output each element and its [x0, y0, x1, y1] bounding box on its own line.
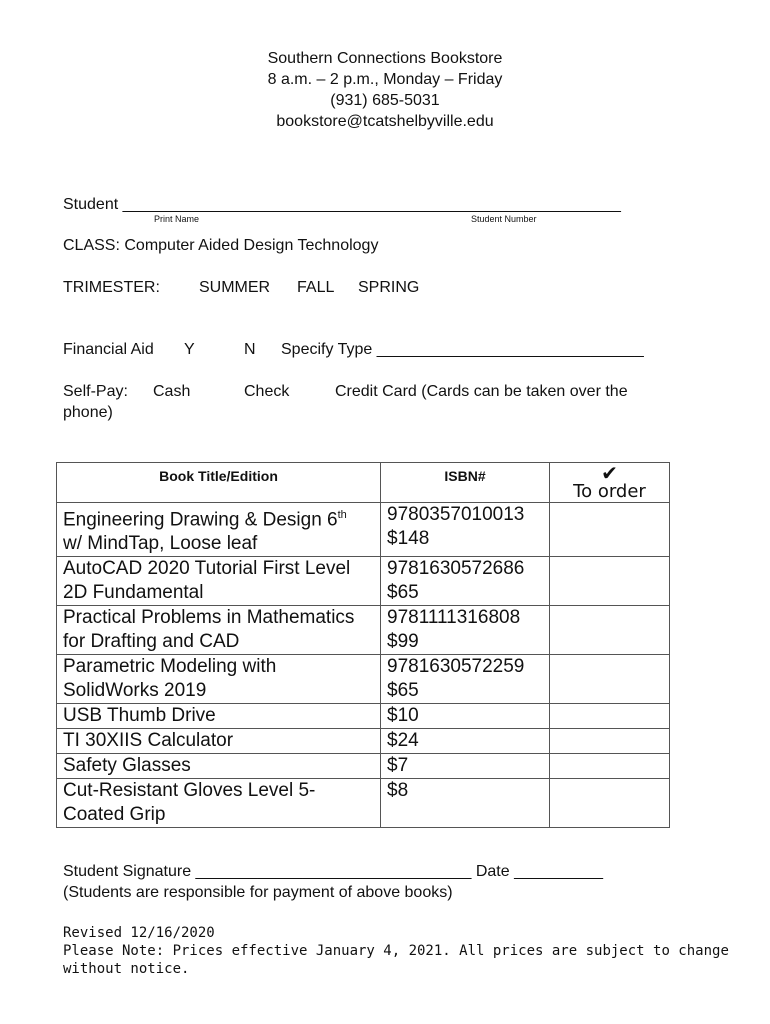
trimester-option-fall[interactable]: FALL: [297, 279, 335, 296]
book-title-line-2: SolidWorks 2019: [63, 680, 207, 702]
book-title-line-1: TI 30XIIS Calculator: [63, 730, 234, 752]
to-order-cell[interactable]: [550, 779, 670, 828]
student-name-line[interactable]: ________________________________________________________: [122, 196, 621, 213]
table-row: [57, 503, 670, 557]
book-title-line-1: USB Thumb Drive: [63, 705, 216, 727]
to-order-cell[interactable]: [550, 503, 670, 557]
financial-aid-specify[interactable]: Specify Type ______________________________: [281, 341, 644, 358]
to-order-cell[interactable]: [550, 655, 670, 704]
col-isbn-header: ISBN#: [381, 463, 550, 503]
student-field: [63, 195, 621, 215]
book-title-line-2: 2D Fundamental: [63, 582, 204, 604]
book-title-line-2: Coated Grip: [63, 804, 166, 826]
to-order-cell[interactable]: [550, 754, 670, 779]
table-row: [57, 729, 670, 754]
price-note-line-1: Please Note: Prices effective January 4, 2021. All prices are subject to change: [63, 943, 729, 959]
signature-line[interactable]: Student Signature _______________________________ Date __________: [63, 863, 604, 880]
book-price: $65: [387, 680, 419, 702]
self-pay-credit-cont: phone): [63, 404, 113, 421]
book-title-cell: [57, 503, 381, 557]
student-number-caption: Student Number: [471, 214, 537, 224]
financial-aid-no[interactable]: N: [244, 341, 256, 358]
financial-aid-yes[interactable]: Y: [184, 341, 195, 358]
book-isbn-cell: [381, 779, 550, 828]
table-row: [57, 754, 670, 779]
store-hours: 8 a.m. – 2 p.m., Monday – Friday: [267, 71, 503, 88]
book-title-cell: [57, 754, 381, 779]
col-order-header: [550, 463, 670, 503]
print-name-caption: Print Name: [154, 214, 200, 224]
book-title-line-1: Parametric Modeling with: [63, 656, 277, 678]
table-row: [57, 704, 670, 729]
to-order-cell[interactable]: [550, 704, 670, 729]
to-order-cell[interactable]: [550, 606, 670, 655]
book-order-table: [56, 462, 670, 828]
self-pay-cash[interactable]: Cash: [153, 383, 191, 400]
book-price: $65: [387, 582, 419, 604]
book-isbn: 9780357010013: [387, 504, 525, 525]
price-note-line-2: without notice.: [63, 961, 190, 977]
book-price: $148: [387, 528, 430, 549]
book-price: $7: [387, 755, 409, 777]
trimester-label: TRIMESTER:: [63, 279, 160, 296]
footer: [63, 924, 729, 978]
store-header: [0, 48, 770, 132]
book-isbn-cell: [381, 655, 550, 704]
book-title-line-1: Engineering Drawing & Design 6: [63, 509, 338, 531]
student-label: Student: [63, 196, 119, 213]
book-price: $8: [387, 780, 409, 802]
self-pay-credit[interactable]: Credit Card (Cards can be taken over the: [335, 383, 628, 400]
book-title-line-1: Safety Glasses: [63, 755, 191, 777]
book-title-cell: [57, 704, 381, 729]
self-pay-check[interactable]: Check: [244, 383, 290, 400]
book-isbn: 9781630572686: [387, 558, 525, 580]
book-title-line-2: for Drafting and CAD: [63, 631, 240, 653]
book-isbn-cell: [381, 503, 550, 557]
book-isbn-cell: [381, 754, 550, 779]
trimester-option-summer[interactable]: SUMMER: [199, 279, 271, 296]
book-title-line-1: Cut-Resistant Gloves Level 5-: [63, 780, 316, 802]
table-row: [57, 606, 670, 655]
book-title-cell: [57, 655, 381, 704]
book-isbn: 9781111316808: [387, 607, 521, 629]
book-isbn-cell: [381, 606, 550, 655]
book-title-line-1: AutoCAD 2020 Tutorial First Level: [63, 558, 351, 580]
to-order-cell[interactable]: [550, 557, 670, 606]
book-title-line-1: Practical Problems in Mathematics: [63, 607, 355, 629]
signature-note: (Students are responsible for payment of above books): [63, 884, 453, 901]
book-isbn-cell: [381, 557, 550, 606]
table-row: [57, 557, 670, 606]
financial-aid-label: Financial Aid: [63, 341, 154, 358]
col-order-label: To order: [573, 481, 646, 502]
book-title-cell: [57, 779, 381, 828]
checkmark-icon: ✔: [601, 461, 618, 485]
class-line: CLASS: Computer Aided Design Technology: [63, 237, 379, 254]
book-title-cell: [57, 729, 381, 754]
book-title-superscript: th: [337, 509, 347, 521]
store-email: bookstore@tcatshelbyville.edu: [276, 113, 494, 130]
book-isbn-cell: [381, 729, 550, 754]
store-phone: (931) 685-5031: [330, 92, 440, 109]
table-row: [57, 779, 670, 828]
table-row: [57, 655, 670, 704]
book-price: $99: [387, 631, 419, 653]
book-price: $10: [387, 705, 419, 727]
book-price: $24: [387, 730, 419, 752]
revised-date: Revised 12/16/2020: [63, 925, 215, 941]
book-title-cell: [57, 557, 381, 606]
book-title-line-2: w/ MindTap, Loose leaf: [63, 533, 258, 555]
trimester-option-spring[interactable]: SPRING: [358, 279, 420, 296]
to-order-cell[interactable]: [550, 729, 670, 754]
store-name: Southern Connections Bookstore: [267, 50, 503, 67]
book-isbn: 9781630572259: [387, 656, 525, 678]
col-title-header: Book Title/Edition: [57, 463, 381, 503]
book-title-cell: [57, 606, 381, 655]
book-isbn-cell: [381, 704, 550, 729]
self-pay-label: Self-Pay:: [63, 383, 128, 400]
table-header-row: [57, 463, 670, 503]
